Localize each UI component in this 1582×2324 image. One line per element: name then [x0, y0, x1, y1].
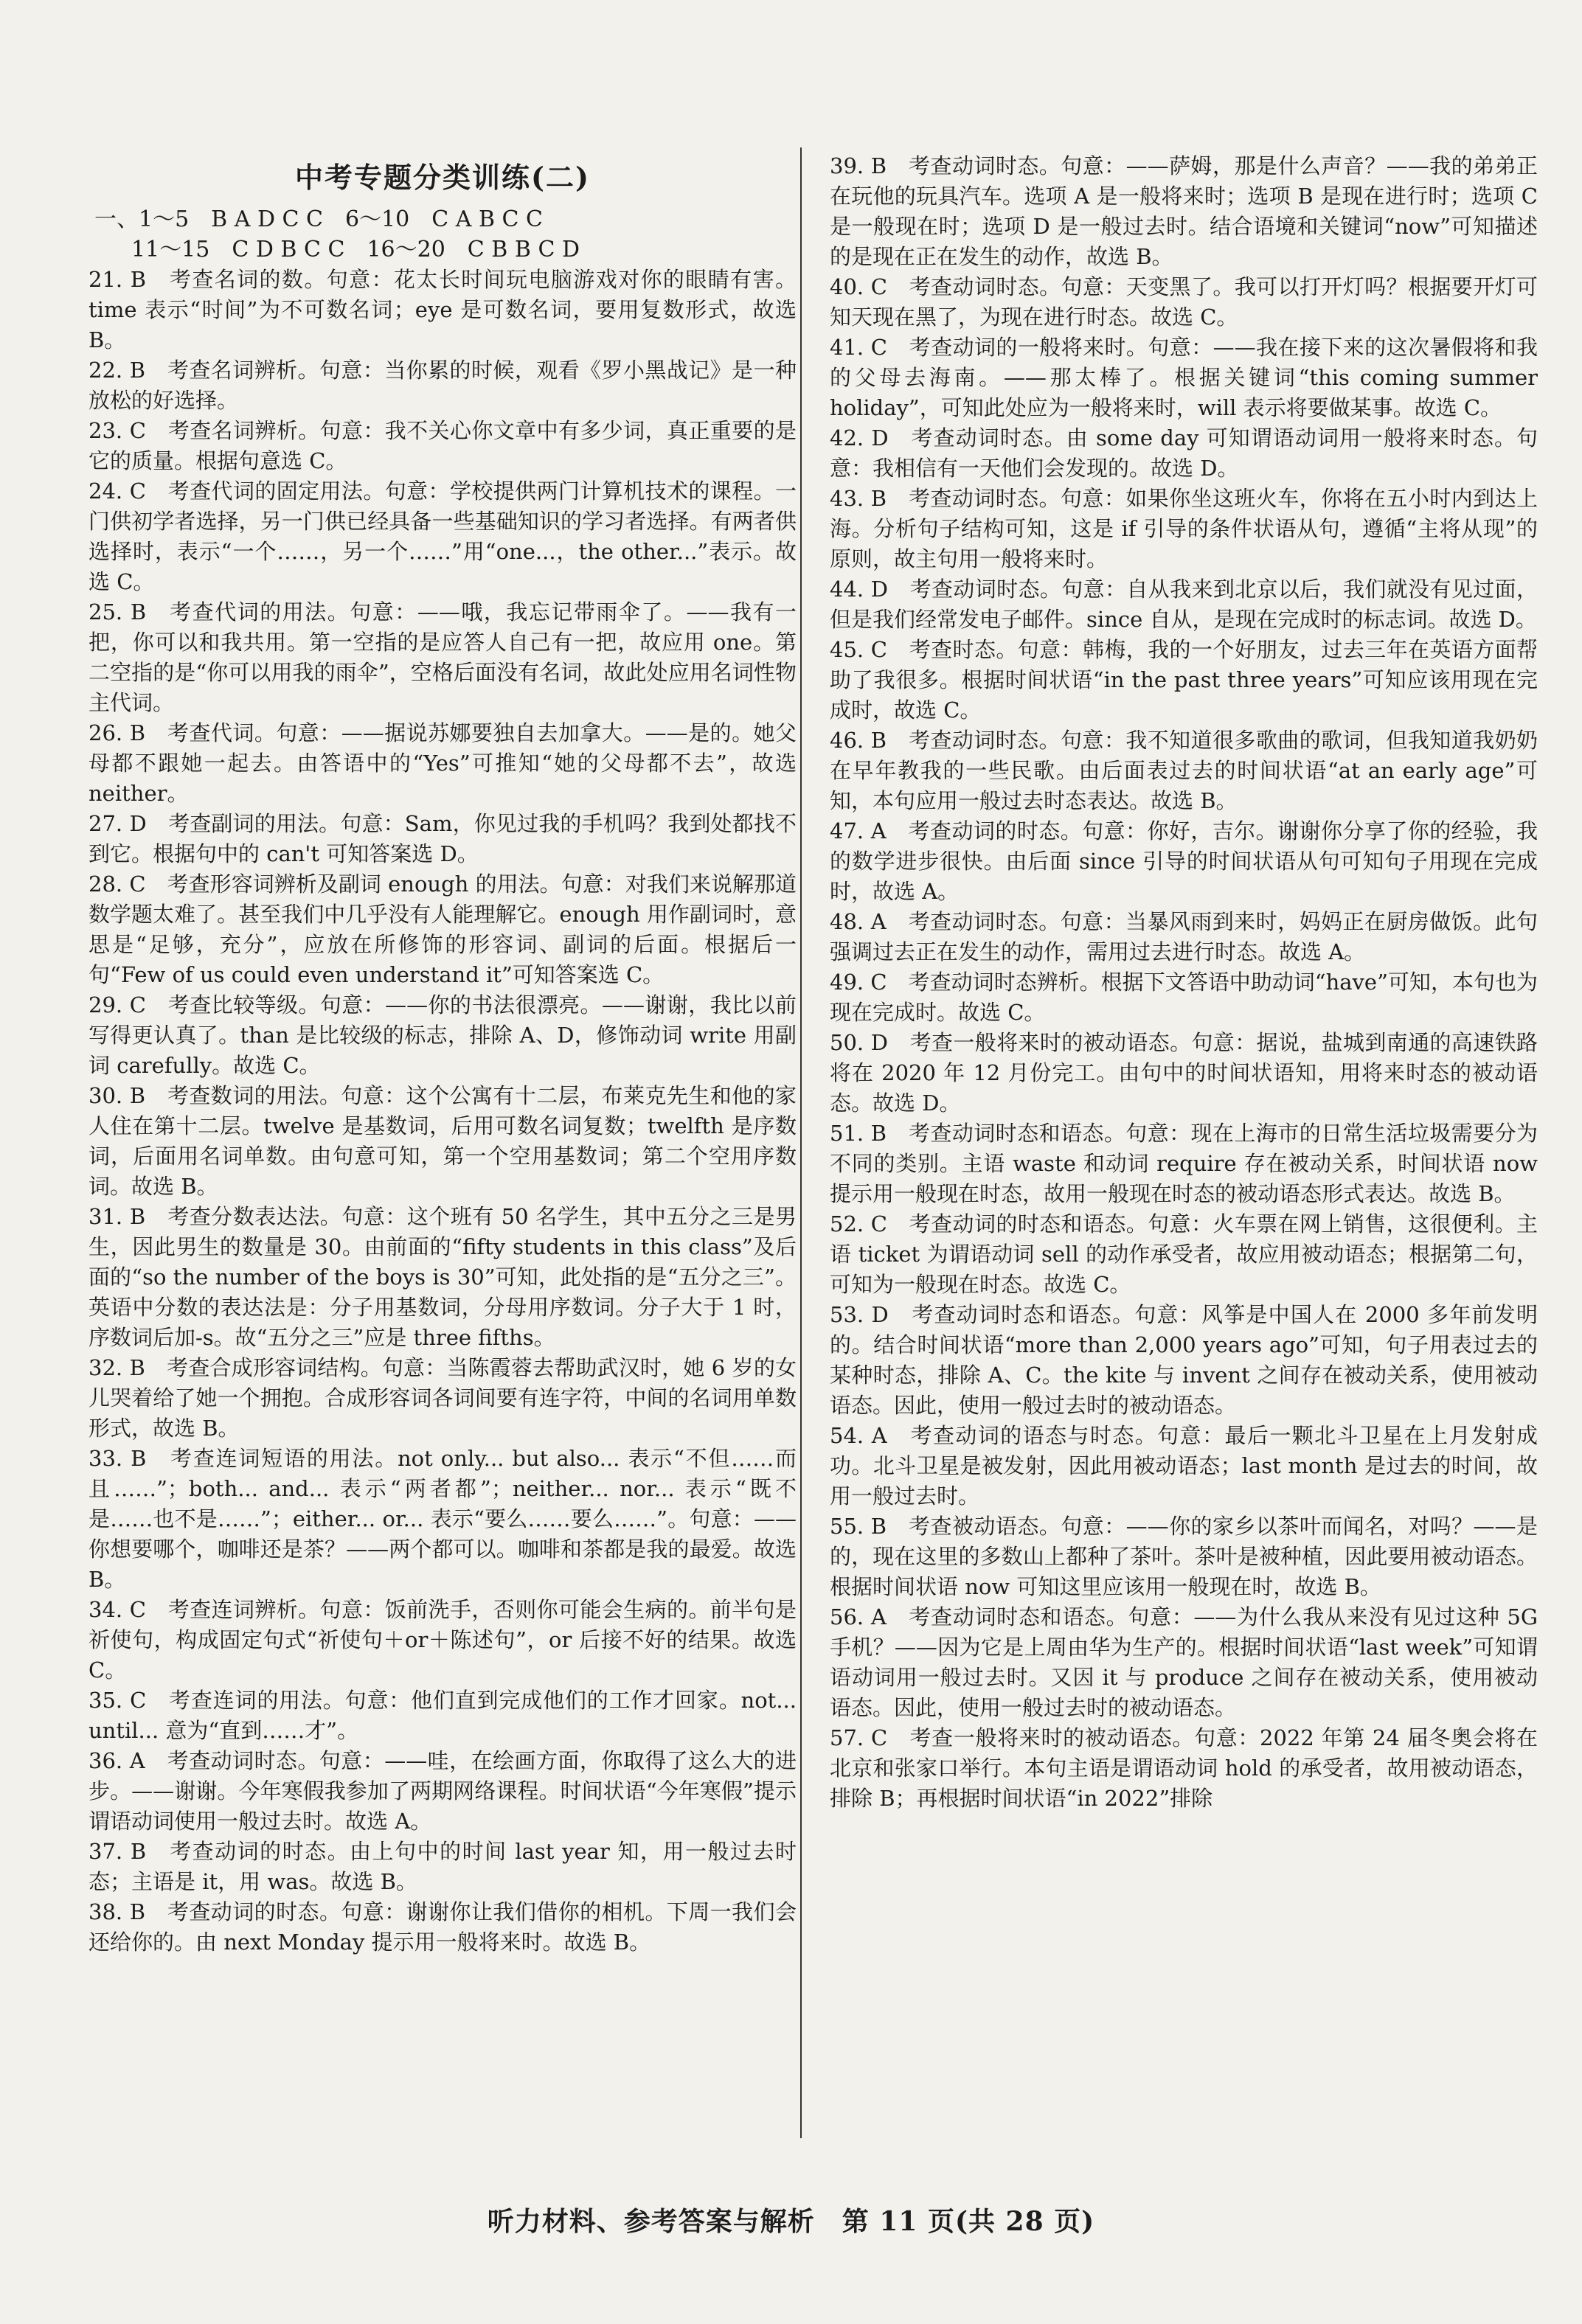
explanation-item: 54. A 考查动词的语态与时态。句意：最后一颗北斗卫星在上月发射成功。北斗卫星是被发射，因此用被动语态；last month 是过去的时间，故用一般过去时。	[830, 1423, 1538, 1509]
explanation-item: 53. D 考查动词时态和语态。句意：风筝是中国人在 2000 多年前发明的。结合时间状语“more than 2,000 years ago”可知，句子用表过去的某种时态，排除 A、C。the kite 与 invent 之间存在被动关系，使用被动语态。因此，使用一般过去时的被动语态。	[830, 1302, 1538, 1418]
column-divider	[800, 147, 802, 2138]
explanation-item: 37. B 考查动词的时态。由上句中的时间 last year 知，用一般过去时态；主语是 it，用 was。故选 B。	[89, 1839, 797, 1894]
answer-keys	[94, 204, 797, 265]
explanation-item: 40. C 考查动词时态。句意：天变黑了。我可以打开灯吗？根据要开灯可知天现在黑了，为现在进行时态。故选 C。	[830, 274, 1538, 330]
explanation-item: 48. A 考查动词时态。句意：当暴风雨到来时，妈妈正在厨房做饭。此句强调过去正在发生的动作，需用过去进行时态。故选 A。	[830, 909, 1538, 964]
explanation-item: 27. D 考查副词的用法。句意：Sam，你见过我的手机吗？我到处都找不到它。根据句中的 can't 可知答案选 D。	[89, 811, 797, 866]
explanation-item: 44. D 考查动词时态。句意：自从我来到北京以后，我们就没有见过面，但是我们经常发电子邮件。since 自从，是现在完成时的标志词。故选 D。	[830, 577, 1538, 632]
answer-keys-row-1: 一、1～5 B A D C C 6～10 C A B C C	[94, 206, 543, 232]
explanation-item: 30. B 考查数词的用法。句意：这个公寓有十二层，布莱克先生和他的家人住在第十二层。twelve 是基数词，后用可数名词复数；twelfth 是序数词，后面用名词单数。由句意可知，第一个空用基数词；第二个空用序数词。故选 B。	[89, 1083, 797, 1199]
explanation-item: 56. A 考查动词时态和语态。句意：——为什么我从来没有见过这种 5G 手机？——因为它是上周由华为生产的。根据时间状语“last week”可知谓语动词用一般过去时。又因 it 与 produce 之间存在被动关系，使用被动语态。因此，使用一般过去时的被动语态。	[830, 1604, 1538, 1720]
answer-keys-row-2: 11～15 C D B C C 16～20 C B B C D	[131, 237, 580, 262]
right-column	[830, 151, 1538, 1814]
explanation-item: 42. D 考查动词时态。由 some day 可知谓语动词用一般将来时态。句意：我相信有一天他们会发现的。故选 D。	[830, 425, 1538, 481]
explanation-item: 21. B 考查名词的数。句意：花太长时间玩电脑游戏对你的眼睛有害。time 表示“时间”为不可数名词；eye 是可数名词，要用复数形式，故选 B。	[89, 267, 797, 352]
explanation-item: 39. B 考查动词时态。句意：——萨姆，那是什么声音？——我的弟弟正在玩他的玩具汽车。选项 A 是一般将来时；选项 B 是现在进行时；选项 C 是一般现在时；选项 D 是一般过去时。结合语境和关键词“now”可知描述的是现在正在发生的动作，故选 B。	[830, 153, 1538, 269]
explanation-item: 41. C 考查动词的一般将来时。句意：——我在接下来的这次暑假将和我的父母去海南。——那太棒了。根据关键词“this coming summer holiday”，可知此处应为一般将来时，will 表示将要做某事。故选 C。	[830, 335, 1538, 420]
explanation-item: 43. B 考查动词时态。句意：如果你坐这班火车，你将在五小时内到达上海。分析句子结构可知，这是 if 引导的条件状语从句，遵循“主将从现”的原则，故主句用一般将来时。	[830, 486, 1538, 571]
explanation-item: 50. D 考查一般将来时的被动语态。句意：据说，盐城到南通的高速铁路将在 2020 年 12 月份完工。由句中的时间状语知，用将来时态的被动语态。故选 D。	[830, 1030, 1538, 1116]
explanation-item: 28. C 考查形容词辨析及副词 enough 的用法。句意：对我们来说解那道数学题太难了。甚至我们中几乎没有人能理解它。enough 用作副词时，意思是“足够，充分”，应放在所修饰的形容词、副词的后面。根据后一句“Few of us could even understand it”可知答案选 C。	[89, 872, 797, 987]
explanation-item: 36. A 考查动词时态。句意：——哇，在绘画方面，你取得了这么大的进步。——谢谢。今年寒假我参加了两期网络课程。时间状语“今年寒假”提示谓语动词使用一般过去时。故选 A。	[89, 1748, 797, 1834]
explanation-item: 32. B 考查合成形容词结构。句意：当陈霞蓉去帮助武汉时，她 6 岁的女儿哭着给了她一个拥抱。合成形容词各词间要有连字符，中间的名词用单数形式，故选 B。	[89, 1355, 797, 1441]
explanation-item: 49. C 考查动词时态辨析。根据下文答语中助动词“have”可知，本句也为现在完成时。故选 C。	[830, 970, 1538, 1025]
explanation-item: 38. B 考查动词的时态。句意：谢谢你让我们借你的相机。下周一我们会还给你的。由 next Monday 提示用一般将来时。故选 B。	[89, 1899, 797, 1955]
explanation-item: 51. B 考查动词时态和语态。句意：现在上海市的日常生活垃圾需要分为不同的类别。主语 waste 和动词 require 存在被动关系，时间状语 now 提示用一般现在时态，故用一般现在时态的被动语态形式表达。故选 B。	[830, 1121, 1538, 1206]
explanation-item: 35. C 考查连词的用法。句意：他们直到完成他们的工作才回家。not... until... 意为“直到……才”。	[89, 1688, 797, 1743]
explanation-item: 26. B 考查代词。句意：——据说苏娜要独自去加拿大。——是的。她父母都不跟她一起去。由答语中的“Yes”可推知“她的父母都不去”，故选 neither。	[89, 720, 797, 806]
explanation-item: 52. C 考查动词的时态和语态。句意：火车票在网上销售，这很便利。主语 ticket 为谓语动词 sell 的动作承受者，故应用被动语态；根据第二句，可知为一般现在时态。故选 C。	[830, 1211, 1538, 1297]
explanation-item: 45. C 考查时态。句意：韩梅，我的一个好朋友，过去三年在英语方面帮助了我很多。根据时间状语“in the past three years”可知应该用现在完成时，故选 C。	[830, 637, 1538, 723]
explanation-item: 46. B 考查动词时态。句意：我不知道很多歌曲的歌词，但我知道我奶奶在早年教我的一些民歌。由后面表过去的时间状语“at an early age”可知，本句应用一般过去时态表达。故选 B。	[830, 728, 1538, 813]
explanation-item: 24. C 考查代词的固定用法。句意：学校提供两门计算机技术的课程。一门供初学者选择，另一门供已经具备一些基础知识的学习者选择。有两者供选择时，表示“一个……，另一个……”用“one...，the other...”表示。故选 C。	[89, 479, 797, 594]
explanation-item: 29. C 考查比较等级。句意：——你的书法很漂亮。——谢谢，我比以前写得更认真了。than 是比较级的标志，排除 A、D，修饰动词 write 用副词 carefully。故选 C。	[89, 992, 797, 1078]
left-column	[89, 147, 797, 1958]
explanation-item: 33. B 考查连词短语的用法。not only... but also... 表示“不但……而且……”；both... and... 表示“两者都”；neither... nor... 表示“既不是……也不是……”；either... or... 表示“要么……要么……”。句意：——你想要哪个，咖啡还是茶？——两个都可以。咖啡和茶都是我的最爱。故选 B。	[89, 1446, 797, 1592]
page-footer: 听力材料、参考答案与解析 第 11 页(共 28 页)	[487, 2206, 1095, 2237]
explanation-item: 55. B 考查被动语态。句意：——你的家乡以茶叶而闻名，对吗？——是的，现在这里的多数山上都种了茶叶。茶叶是被种植，因此要用被动语态。根据时间状语 now 可知这里应该用一般现在时，故选 B。	[830, 1514, 1538, 1599]
explanation-item: 25. B 考查代词的用法。句意：——哦，我忘记带雨伞了。——我有一把，你可以和我共用。第一空指的是应答人自己有一把，故应用 one。第二空指的是“你可以用我的雨伞”，空格后面没有名词，故此处应用名词性物主代词。	[89, 599, 797, 715]
explanation-item: 23. C 考查名词辨析。句意：我不关心你文章中有多少词，真正重要的是它的质量。根据句意选 C。	[89, 418, 797, 473]
explanation-item: 31. B 考查分数表达法。句意：这个班有 50 名学生，其中五分之三是男生，因此男生的数量是 30。由前面的“fifty students in this class”及后面的“so the number of the boys is 30”可知，此处指的是“五分之三”。英语中分数的表达法是：分子用基数词，分母用序数词。分子大于 1 时，序数词后加-s。故“五分之三”应是 three fifths。	[89, 1204, 797, 1350]
explanation-item: 34. C 考查连词辨析。句意：饭前洗手，否则你可能会生病的。前半句是祈使句，构成固定句式“祈使句＋or＋陈述句”，or 后接不好的结果。故选 C。	[89, 1597, 797, 1683]
explanation-item: 57. C 考查一般将来时的被动语态。句意：2022 年第 24 届冬奥会将在北京和张家口举行。本句主语是谓语动词 hold 的承受者，故用被动语态，排除 B；再根据时间状语“in 2022”排除	[830, 1725, 1538, 1811]
explanation-item: 47. A 考查动词的时态。句意：你好，吉尔。谢谢你分享了你的经验，我的数学进步很快。由后面 since 引导的时间状语从句可知句子用现在完成时，故选 A。	[830, 818, 1538, 904]
section-title: 中考专题分类训练(二)	[295, 161, 590, 194]
explanation-item: 22. B 考查名词辨析。句意：当你累的时候，观看《罗小黑战记》是一种放松的好选择。	[89, 358, 797, 413]
